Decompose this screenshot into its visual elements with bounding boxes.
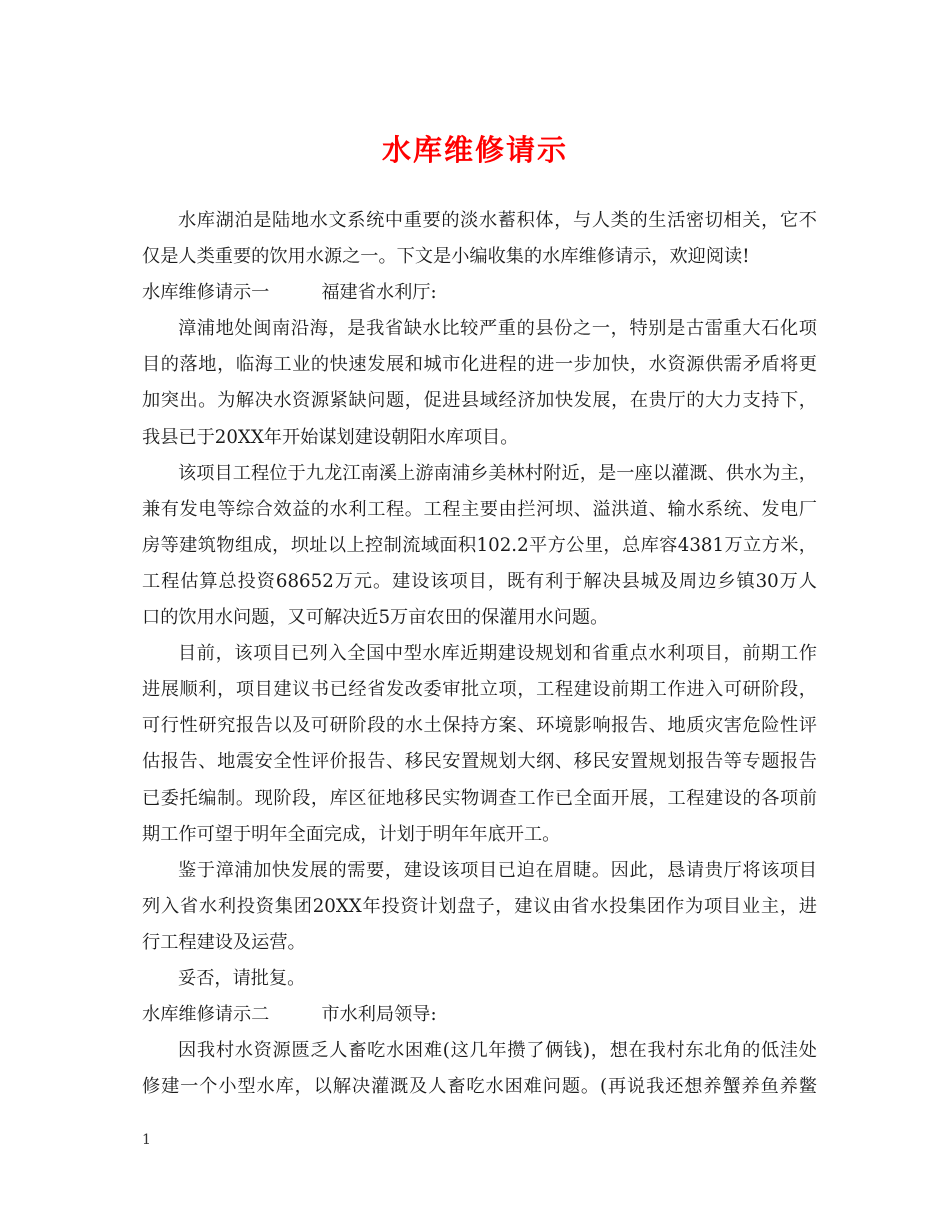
line-text: 列入省水利投资集团20XX年投资计划盘子，建议由省水投集团作为项目业主，进 (142, 895, 817, 917)
document-title: 水库维修请示 (381, 133, 568, 167)
text-line (142, 600, 817, 636)
text-line (142, 781, 817, 817)
line-text: 估报告、地震安全性评价报告、移民安置规划大纲、移民安置规划报告等专题报告 (142, 751, 817, 773)
text-line (142, 239, 817, 275)
line-text: 目的落地，临海工业的快速发展和城市化进程的进一步加快，水资源供需矛盾将更 (142, 354, 817, 376)
text-line (142, 636, 817, 672)
text-line (142, 564, 817, 600)
line-text: 漳浦地处闽南沿海，是我省缺水比较严重的县份之一，特别是古雷重大石化项 (178, 318, 817, 340)
line-text: 工程估算总投资68652万元。建设该项目，既有利于解决县城及周边乡镇30万人 (142, 570, 817, 592)
line-text: 水库维修请示二 (142, 1004, 270, 1026)
text-line (142, 744, 817, 780)
line-text: 妥否，请批复。 (178, 967, 306, 989)
document-body (142, 203, 817, 1105)
line-text: 房等建筑物组成，坝址以上控制流域面积102.2平方公里，总库容4381万立方米， (142, 534, 817, 556)
line-text: 仅是人类重要的饮用水源之一。下文是小编收集的水库维修请示，欢迎阅读! (142, 246, 750, 268)
page-number: 1 (142, 1132, 151, 1148)
text-line (142, 672, 817, 708)
text-line (142, 311, 817, 347)
text-line (142, 456, 817, 492)
text-line (142, 347, 817, 383)
text-line (142, 853, 817, 889)
text-line (142, 1069, 817, 1105)
line-text: 期工作可望于明年全面完成，计划于明年年底开工。 (142, 823, 561, 845)
text-line (142, 925, 817, 961)
text-line (142, 1033, 817, 1069)
line-text: 水库维修请示一 (142, 282, 270, 304)
line-text: 水库湖泊是陆地水文系统中重要的淡水蓄积体，与人类的生活密切相关，它不 (178, 210, 817, 231)
text-line (142, 708, 817, 744)
text-line (142, 961, 817, 997)
text-line (142, 997, 817, 1033)
line-text: 兼有发电等综合效益的水利工程。工程主要由拦河坝、溢洪道、输水系统、发电厂 (142, 498, 817, 520)
text-line (142, 889, 817, 925)
line-text: 鉴于漳浦加快发展的需要，建设该项目已迫在眉睫。因此，恳请贵厅将该项目 (178, 859, 817, 881)
line-text: 可行性研究报告以及可研阶段的水土保持方案、环境影响报告、地质灾害危险性评 (142, 715, 817, 737)
text-line (142, 492, 817, 528)
line-text: 因我村水资源匮乏人畜吃水困难(这几年攒了俩钱)，想在我村东北角的低洼处 (178, 1040, 817, 1062)
text-line (142, 528, 817, 564)
line-text: 该项目工程位于九龙江南溪上游南浦乡美林村附近，是一座以灌溉、供水为主， (178, 462, 817, 484)
text-line (142, 275, 817, 311)
line-text: 已委托编制。现阶段，库区征地移民实物调查工作已全面开展，工程建设的各项前 (142, 787, 817, 809)
line-text: 修建一个小型水库，以解决灌溉及人畜吃水困难问题。(再说我还想养蟹养鱼养鳖 (142, 1076, 817, 1098)
text-line (142, 383, 817, 419)
addressee: 市水利局领导: (321, 1004, 437, 1026)
addressee: 福建省水利厅: (321, 282, 437, 304)
line-text: 加突出。为解决水资源紧缺问题，促进县域经济加快发展，在贵厅的大力支持下， (142, 390, 817, 412)
text-line (142, 203, 817, 239)
line-text: 进展顺利，项目建议书已经省发改委审批立项，工程建设前期工作进入可研阶段， (142, 679, 817, 701)
text-line (142, 420, 817, 456)
line-text: 我县已于20XX年开始谋划建设朝阳水库项目。 (142, 426, 519, 448)
line-text: 目前，该项目已列入全国中型水库近期建设规划和省重点水利项目，前期工作 (178, 643, 817, 665)
text-line (142, 817, 817, 853)
line-text: 行工程建设及运营。 (142, 931, 306, 953)
line-text: 口的饮用水问题，又可解决近5万亩农田的保灌用水问题。 (142, 607, 609, 629)
